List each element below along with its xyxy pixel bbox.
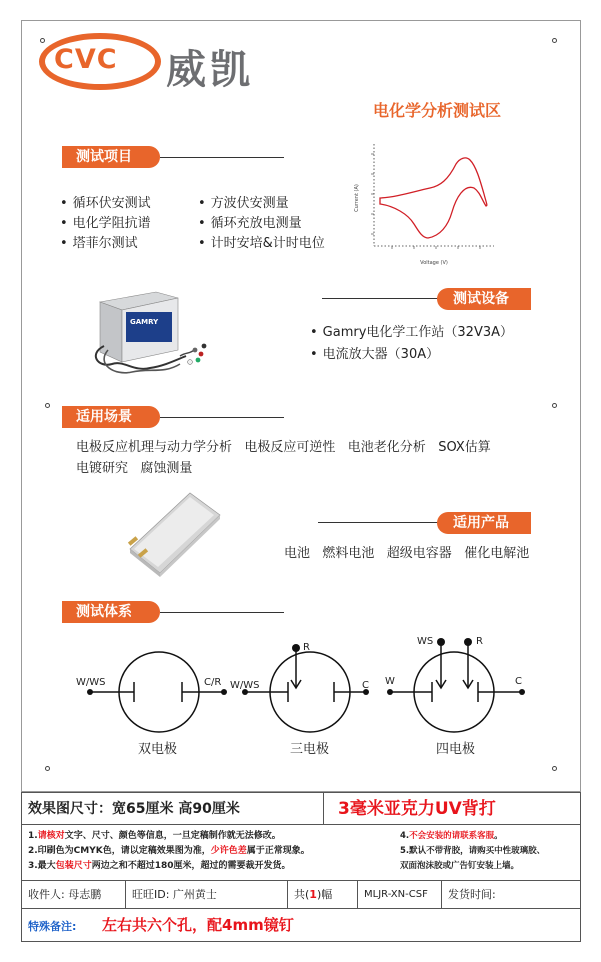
potentiostat-image [94, 284, 214, 384]
ship-time: 发货时间: [448, 888, 496, 901]
note-item: 5.默认不带背胶，请购买中性玻璃胶、 [400, 846, 546, 856]
four-electrode-right-label: C [515, 676, 522, 687]
divider [160, 157, 284, 158]
divider [322, 298, 440, 299]
list-item: • Gamry电化学工作站（32V3A） [310, 322, 513, 344]
list-item: • 循环伏安测试 [60, 194, 151, 214]
list-item: • 塔菲尔测试 [60, 234, 151, 254]
four-electrode-top1-label: WS [417, 636, 434, 647]
order-info-panel [21, 792, 581, 942]
note-item: 4.不会安装的请联系客服。 [400, 831, 503, 841]
divider [160, 612, 284, 613]
cv-curve-chart [352, 140, 497, 268]
section-tag-products: 适用产品 [437, 512, 531, 534]
divider [318, 522, 440, 523]
divider [160, 417, 284, 418]
equipment-list [310, 322, 513, 366]
device-brand: GAMRY [130, 318, 159, 326]
products-text: 电池 燃料电池 超级电容器 催化电解池 [284, 546, 530, 561]
list-item: • 电流放大器（30A） [310, 344, 513, 366]
mount-hole-icon [45, 766, 50, 771]
three-electrode-top-label: R [303, 642, 310, 653]
shipping-row [22, 881, 580, 909]
four-electrode-caption: 四电极 [436, 742, 476, 757]
mount-hole-icon [45, 403, 50, 408]
list-item: • 计时安培&计时电位 [198, 234, 325, 254]
list-item: • 电化学阻抗谱 [60, 214, 151, 234]
wangwang-id: 旺旺ID: 广州黄士 [126, 881, 288, 908]
two-electrode-left-label: W/WS [76, 677, 106, 688]
zone-title: 电化学分析测试区 [373, 101, 502, 120]
piece-count: 共(1)幅 [288, 881, 358, 908]
scenario-line-2: 电镀研究 腐蚀测量 [76, 461, 193, 476]
remark-label: 特殊备注: [28, 920, 77, 933]
items-left-list [60, 194, 151, 254]
section-tag-scenarios: 适用场景 [62, 406, 160, 428]
three-electrode-left-label: W/WS [230, 680, 260, 691]
mount-hole-icon [552, 766, 557, 771]
logo-text: CVC [54, 44, 118, 75]
mount-hole-icon [552, 38, 557, 43]
list-item: • 循环充放电测量 [198, 214, 325, 234]
three-electrode-caption: 三电极 [290, 742, 330, 757]
mount-hole-icon [40, 38, 45, 43]
list-item: • 方波伏安测量 [198, 194, 325, 214]
battery-image [124, 489, 224, 579]
electrode-systems-diagram [60, 630, 540, 780]
material-label [324, 793, 580, 824]
notes-left [28, 829, 310, 874]
chart-ylabel: Current (A) [354, 184, 360, 212]
note-item: 3.最大包装尺寸两边之和不超过180厘米，超过的需要裁开发货。 [28, 861, 291, 871]
order-code: MLJR-XN-CSF [358, 881, 442, 908]
items-right-list [198, 194, 325, 254]
section-tag-equipment: 测试设备 [437, 288, 531, 310]
scenario-line-1: 电极反应机理与动力学分析 电极反应可逆性 电池老化分析 SOX估算 [76, 440, 491, 455]
two-electrode-right-label: C/R [204, 677, 222, 688]
chart-xlabel: Voltage (V) [420, 260, 448, 266]
brand-name: 威凯 [166, 47, 254, 93]
notes-right [400, 829, 545, 874]
four-electrode-top2-label: R [476, 636, 483, 647]
section-tag-items: 测试项目 [62, 146, 160, 168]
size-row [22, 793, 580, 825]
notes-row [22, 825, 580, 881]
note-item: 2.印刷色为CMYK色，请以定稿效果图为准，少许色差属于正常现象。 [28, 846, 310, 856]
receiver: 收件人: 母志鹏 [22, 881, 126, 908]
remark-text: 左右共六个孔，配4mm镜钉 [102, 916, 294, 934]
mount-hole-icon [552, 403, 557, 408]
remark-row [22, 909, 580, 941]
two-electrode-caption: 双电极 [138, 742, 178, 757]
material-text: 3毫米亚克力UV背打 [338, 799, 496, 819]
four-electrode-left-label: W [385, 676, 395, 687]
note-item: 1.请核对文字、尺寸、颜色等信息，一旦定稿制作就无法修改。 [28, 831, 281, 841]
section-tag-systems: 测试体系 [62, 601, 160, 623]
three-electrode-right-label: C [362, 680, 369, 691]
size-label: 效果图尺寸：宽65厘米 高90厘米 [22, 793, 324, 824]
note-item: 双面泡沫胶或广告钉安装上墙。 [400, 861, 520, 871]
